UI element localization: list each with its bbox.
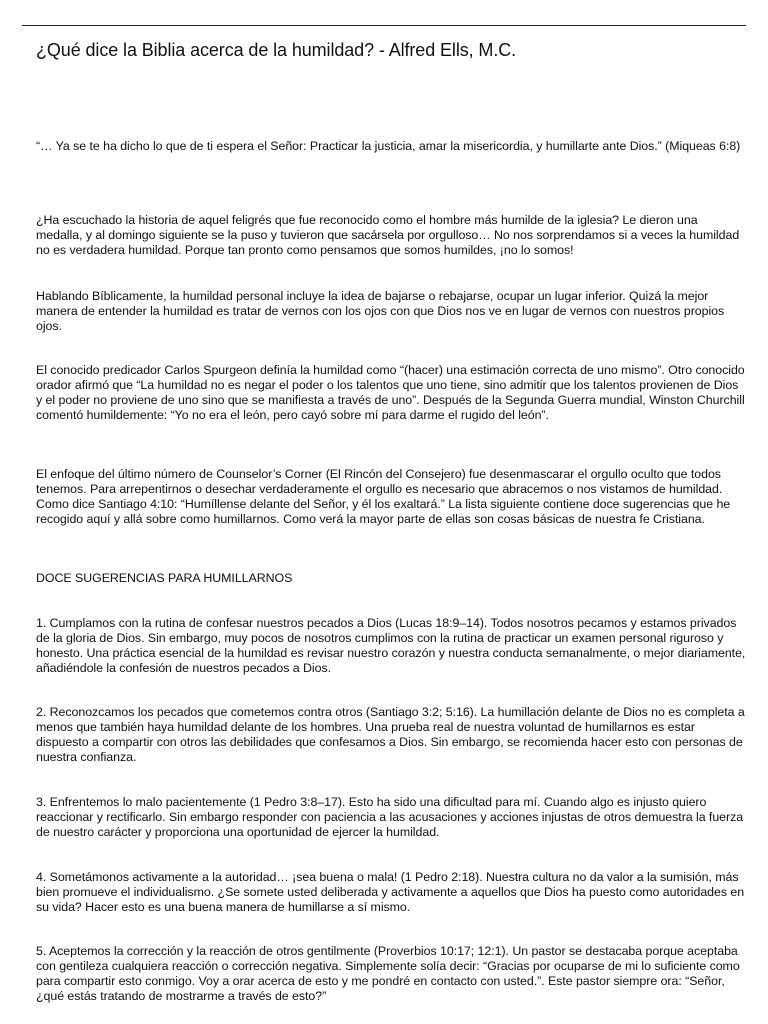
section-heading: DOCE SUGERENCIAS PARA HUMILLARNOS [36, 571, 293, 585]
page-title: ¿Qué dice la Biblia acerca de la humildad? - Alfred Ells, M.C. [36, 40, 517, 60]
top-divider [22, 25, 746, 26]
intro-quote-paragraph: “… Ya se te ha dicho lo que de ti espera el Señor: Practicar la justicia, amar la misericordia, y humillarte ante Dios.” (Miqueas 6:8) [36, 139, 741, 153]
suggestion-item-3: 3. Enfrentemos lo malo pacientemente (1 Pedro 3:8–17). Esto ha sido una dificultad para mí. Cuando algo es injusto quiero reaccionar y rectificarlo. Sin embargo responder con paciencia a las acusaciones y acciones injustas de otros demuestra la fuerza de nuestro carácter y proporciona una oportunidad de ejercer la humildad. [36, 795, 744, 839]
body-paragraph-spurgeon: El conocido predicador Carlos Spurgeon definía la humildad como “(hacer) una estimación correcta de uno mismo”. Otro conocido orador afirmó que “La humildad no es negar el poder o los talentos que uno tiene, sino admitir que los talentos provienen de Dios y el poder no proviene de uno sino que se manifiesta a través de uno”. Después de la Segunda Guerra mundial, Winston Churchill comentó humildemente: “Yo no era el león, pero cayó sobre mí para darme el rugido del león”. [36, 363, 745, 422]
suggestion-item-5: 5. Aceptemos la corrección y la reacción de otros gentilmente (Proverbios 10:17; 12:1). Un pastor se destacaba porque aceptaba con gentileza cualquiera reacción o corrección negativa. Simplemente solía decir: “Gracias por ocuparse de mi lo suficiente como para compartir esto conmigo. Voy a orar acerca de esto y me pondré en contacto con usted.”. Este pastor siempre ora: “Señor, ¿qué estás tratando de mostrarme a través de esto?” [36, 944, 740, 1003]
body-paragraph-counselor: El enfoque del último número de Counselor’s Corner (El Rincón del Consejero) fue desenmascarar el orgullo oculto que todos tenemos. Para arrepentirnos o desechar verdaderamente el orgullo es necesario que abracemos o nos vistamos de humildad. Como dice Santiago 4:10: “Humíllense delante del Señor, y él los exaltará.” La lista siguiente contiene doce sugerencias que he recogido aquí y allá sobre como humillarnos. Como verá la mayor parte de ellas son cosas básicas de nuestra fe Cristiana. [36, 467, 731, 526]
body-paragraph-anecdote: ¿Ha escuchado la historia de aquel feligrés que fue reconocido como el hombre más humilde de la iglesia? Le dieron una medalla, y al domingo siguiente se la puso y tuvieron que sacársela por orgulloso… No nos sorprendamos si a veces la humildad no es verdadera humildad. Porque tan pronto como pensamos que somos humildes, ¡no lo somos! [36, 213, 740, 257]
body-paragraph-biblical: Hablando Bíblicamente, la humildad personal incluye la idea de bajarse o rebajarse, ocupar un lugar inferior. Quizá la mejor manera de entender la humildad es tratar de vernos con los ojos con que Dios nos ve en lugar de vernos con nuestros propios ojos. [36, 289, 725, 333]
suggestion-item-1: 1. Cumplamos con la rutina de confesar nuestros pecados a Dios (Lucas 18:9–14). Todos nosotros pecamos y estamos privados de la gloria de Dios. Sin embargo, muy pocos de nosotros cumplimos con la rutina de practicar un examen personal riguroso y honesto. Una práctica esencial de la humildad es revisar nuestro corazón y nuestra conducta semanalmente, o mejor diariamente, añadiéndole la confesión de nuestros pecados a Dios. [36, 616, 746, 675]
suggestion-item-4: 4. Sometámonos activamente a la autoridad… ¡sea buena o mala! (1 Pedro 2:18). Nuestra cultura no da valor a la sumisión, más bien promueve el individualismo. ¿Se somete usted deliberada y activamente a aquellos que Dios ha puesto como autoridades en su vida? Hacer esto es una buena manera de humillarse a sí mismo. [36, 870, 745, 914]
suggestion-item-2: 2. Reconozcamos los pecados que cometemos contra otros (Santiago 3:2; 5:16). La humillación delante de Dios no es completa a menos que también haya humildad delante de los hombres. Una prueba real de nuestra voluntad de humillarnos es estar dispuesto a compartir con otros las debilidades que confesamos a Dios. Sin embargo, se recomienda hacer esto con personas de nuestra confianza. [36, 705, 745, 764]
